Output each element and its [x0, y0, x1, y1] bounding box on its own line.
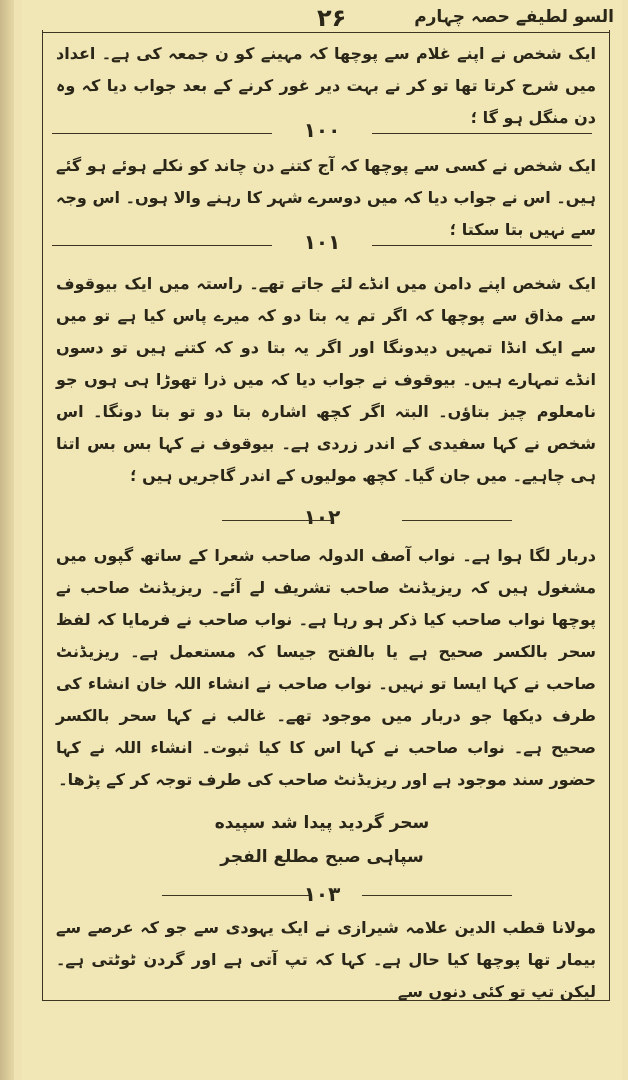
anecdote-text: مولانا قطب الدین علامہ شیرازی نے ایک یہودی سے جو کہ عرصے سے بیمار تھا پوچھا کیا حال ہے۔ کہا کہ تپ آتی ہے اور گردن ٹوٹتی ہے۔ لیکن تپ تو کئی دنوں سے: [56, 918, 596, 1001]
separator-rule: [362, 895, 512, 896]
anecdote-text: ایک شخص اپنے دامن میں انڈے لئے جاتے تھے۔ راستہ میں ایک بیوقوف سے مذاق سے پوچھا کہ اگر تم یہ بتا دو کہ میرے پاس کیا ہے تو میں سے ایک انڈا تمہیں دیدونگا اور اگر یہ بتا دو کہ کتنے ہیں تو دسوں انڈے تمہارے ہیں۔ بیوقوف نے جواب دیا کہ میں ذرا تھوڑا ہی ہوں جو نامعلوم چیز بتاؤں۔ البتہ اگر کچھ اشارہ بتا دو تو بتا دونگا۔ اس شخص نے کہا سفیدی کے اندر زردی ہے۔ بیوقوف نے کہا بس بس اتنا ہی چاہیے۔ میں جان گیا۔ کچھ مولیوں کے اندر گاجریں ہیں ؛: [56, 274, 596, 485]
anecdote-number: ۱۰۱: [303, 230, 341, 254]
verse-line: سپاہی صبح مطلع الفجر: [220, 847, 424, 867]
anecdote-number: ۱۰۳: [303, 882, 341, 906]
running-title: السو لطیفے حصہ چہارم: [414, 7, 614, 27]
separator-rule: [52, 245, 272, 246]
book-page: [22, 0, 622, 1080]
separator-rule: [402, 520, 512, 521]
anecdote-text: دربار لگا ہوا ہے۔ نواب آصف الدولہ صاحب شعرا کے ساتھ گپوں میں مشغول ہیں کہ ریزیڈنٹ صاحب تشریف لے آئے۔ ریزیڈنٹ صاحب نے پوچھا نواب صاحب کیا ذکر ہو رہا ہے۔ نواب صاحب نے فرمایا کہ لفظ سحر بالکسر صحیح ہے یا بالفتح جیسا کہ مستعمل ہے۔ ریزیڈنٹ صاحب نے کہا ایسا تو نہیں۔ نواب صاحب نے انشاء اللہ خان انشاء کی طرف دیکھا جو دربار میں موجود تھے۔ غالب نے کہا سحر بالکسر صحیح ہے۔ نواب صاحب نے کہا اس کا کیا ثبوت۔ انشاء اللہ نے کہا حضور سند موجود ہے اور ریزیڈنٹ صاحب کی طرف توجہ کر کے پڑھا۔: [56, 546, 596, 789]
separator-rule: [52, 133, 272, 134]
separator-rule: [222, 520, 332, 521]
anecdote-text: ایک شخص نے کسی سے پوچھا کہ آج کتنے دن چاند کو نکلے ہوئے ہو گئے ہیں۔ اس نے جواب دیا کہ میں دوسرے شہر کا رہنے والا ہوں۔ اس وجہ سے نہیں بتا سکتا ؛: [56, 156, 596, 239]
verse-line: سحر گردید پیدا شد سپیده: [214, 813, 430, 833]
book-spine: [0, 0, 14, 1080]
anecdote-text: ایک شخص نے اپنے غلام سے پوچھا کہ مہینے کو ن جمعہ کی ہے۔ اعداد میں شرح کرتا تھا تو کر نے بہت دیر غور کرنے کے بعد جواب دیا کہ وہ دن منگل ہو گا ؛: [56, 44, 596, 127]
separator-rule: [372, 133, 592, 134]
anecdote-number: ۱۰۰: [303, 118, 341, 142]
separator-rule: [372, 245, 592, 246]
anecdote-number: ۱۰۲: [303, 505, 341, 529]
page-number: ۲۶: [317, 4, 347, 32]
